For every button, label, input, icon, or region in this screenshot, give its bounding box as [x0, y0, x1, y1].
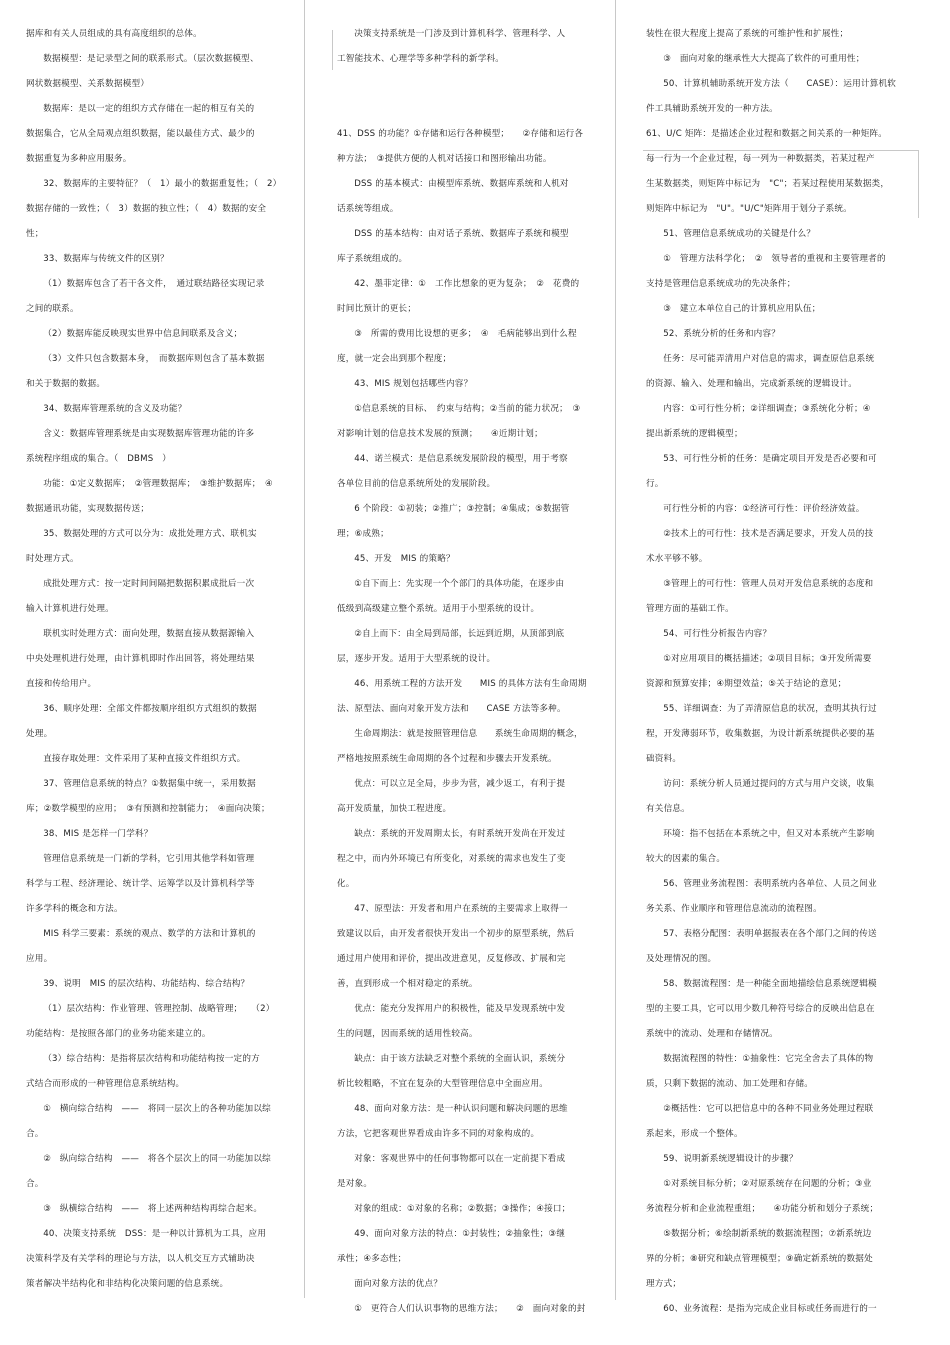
text-line: 库；②数学模型的应用； ③有预测和控制能力； ④面向决策；	[26, 804, 270, 814]
text-line: 成批处理方式：按一定时间间隔把数据积累成批后一次	[43, 579, 255, 589]
text-column-left	[26, 22, 302, 1322]
text-line: 中央处理机进行处理，由计算机即时作出回答，将处理结果	[26, 654, 255, 664]
text-line: 直接和传给用户。	[26, 679, 97, 689]
text-line: ①信息系统的目标、 约束与结构；②当前的能力状况； ③	[354, 404, 581, 414]
text-line: 处理。	[26, 729, 53, 739]
text-line: 内容：①可行性分析；②详细调查；③系统化分析；④	[663, 404, 871, 414]
text-line: ③ 所需的费用比设想的更多； ④ 毛病能够出到什么程	[354, 329, 577, 339]
text-line: 决策科学及有关学科的理论与方法，以人机交互方式辅助决	[26, 1254, 255, 1264]
text-line: 50、计算机辅助系统开发方法（ CASE）：运用计算机软	[663, 79, 897, 89]
text-line: 46、用系统工程的方法开发 MIS 的具体方法有生命周期	[354, 679, 587, 689]
text-line: 访问：系统分析人员通过提问的方式与用户交谈，收集	[663, 779, 875, 789]
text-line: ①对系统目标分析；②对原系统存在问题的分析；③业	[663, 1179, 872, 1189]
text-line: 对象：客观世界中的任何事物都可以在一定前提下看成	[354, 1154, 566, 1164]
text-line: 37、管理信息系统的特点？①数据集中统一，采用数据	[43, 779, 256, 789]
text-line: 性；	[26, 229, 44, 239]
text-line: 环境：指不包括在本系统之中，但又对本系统产生影响	[663, 829, 875, 839]
text-line: 务关系、作业顺序和管理信息流动的流程图。	[646, 904, 822, 914]
text-column-right	[646, 22, 924, 1322]
text-line: 数据集合，它从全局观点组织数据，能以最佳方式、最少的	[26, 129, 255, 139]
text-line: （3）综合结构：是指将层次结构和功能结构按一定的方	[43, 1054, 260, 1064]
text-line: 数据库：是以一定的组织方式存储在一起的相互有关的	[43, 104, 255, 114]
text-line: 49、面向对象方法的特点：①封装性；②抽象性；③继	[354, 1229, 566, 1239]
text-line: 40、决策支持系统 DSS：是一种以计算机为工具，应用	[43, 1229, 267, 1239]
text-line: 种方法； ③提供方便的人机对话接口和图形输出功能。	[337, 154, 552, 164]
text-line: 36、顺序处理：全部文件都按顺序组织方式组织的数据	[43, 704, 257, 714]
text-line: 42、墨菲定律：① 工作比想象的更为复杂； ② 花费的	[354, 279, 580, 289]
text-line: 48、面向对象方法：是一种认识问题和解决问题的思维	[354, 1104, 568, 1114]
text-line: 数据通讯功能，实现数据传送；	[26, 504, 150, 514]
text-line	[337, 72, 613, 97]
text-line: 有关信息。	[646, 804, 690, 814]
text-line: 51、管理信息系统成功的关键是什么？	[663, 229, 816, 239]
text-line: 致建议以后，由开发者很快开发出一个初步的原型系统，然后	[337, 929, 575, 939]
text-line: 据库和有关人员组成的具有高度组织的总体。	[26, 29, 202, 39]
text-line: ③ 建立本单位自己的计算机应用队伍；	[663, 304, 821, 314]
text-line: 60、业务流程：是指为完成企业目标或任务而进行的一	[663, 1304, 877, 1314]
text-line: 工智能技术、心理学等多种学科的新学科。	[337, 54, 505, 64]
text-line: 32、数据库的主要特征？（ 1）最小的数据重复性；（ 2）	[43, 179, 282, 189]
text-line: 通过用户使用和评价，提出改进意见，反复修改、扩展和完	[337, 954, 566, 964]
text-line: 58、数据流程图：是一种能全面地描绘信息系统逻辑模	[663, 979, 877, 989]
text-line: 生的问题，因而系统的适用性较高。	[337, 1029, 478, 1039]
text-line: 优点：能充分发挥用户的积极性，能及早发现系统中发	[354, 1004, 566, 1014]
text-line: 47、原型法：开发者和用户在系统的主要需求上取得一	[354, 904, 568, 914]
text-line: 析比较粗略，不宜在复杂的大型管理信息中全面应用。	[337, 1079, 549, 1089]
text-line: 输入计算机进行处理。	[26, 604, 114, 614]
text-line: 及处理情况的图。	[646, 954, 717, 964]
text-line: 43、MIS 规划包括哪些内容？	[354, 379, 473, 389]
text-line: 生命周期法：就是按照管理信息 系统生命周期的概念，	[354, 729, 583, 739]
text-line: 52、系统分析的任务和内容？	[663, 329, 781, 339]
text-line: ③ 面向对象的继承性大大提高了软件的可重用性；	[663, 54, 865, 64]
text-line: 式结合而形成的一种管理信息系统结构。	[26, 1079, 185, 1089]
text-line: 科学与工程、经济理论、统计学、运筹学以及计算机科学等	[26, 879, 255, 889]
text-line: 支持是管理信息系统成功的先决条件；	[646, 279, 796, 289]
text-line: 功能：①定义数据库； ②管理数据库； ③维护数据库； ④	[43, 479, 273, 489]
text-line: 话系统等组成。	[337, 204, 399, 214]
text-line: 善，直到形成一个相对稳定的系统。	[337, 979, 478, 989]
text-line: 度，就一定会出到那个程度；	[337, 354, 452, 364]
text-line: 33、数据库与传统文件的区别？	[43, 254, 169, 264]
text-line: 层，逐步开发。适用于大型系统的设计。	[337, 654, 496, 664]
text-line: ①对应用项目的概括描述；②项目目标；③开发所需要	[663, 654, 872, 664]
text-line: 和关于数据的数据。	[26, 379, 106, 389]
text-line: ⑤数据分析；⑥绘制新系统的数据流程图；⑦新系统边	[663, 1229, 872, 1239]
text-line: 优点：可以立足全局，步步为营，减少返工，有利于提	[354, 779, 566, 789]
text-line: 35、数据处理的方式可以分为：成批处理方式、联机实	[43, 529, 257, 539]
text-line: 理；⑥成熟；	[337, 529, 389, 539]
text-line: 管理信息系统是一门新的学科，它引用其他学科如管理	[43, 854, 255, 864]
text-line: 的资源、输入、处理和输出，完成新系统的逻辑设计。	[646, 379, 858, 389]
text-line: 系统中的流动、处理和存储情况。	[646, 1029, 778, 1039]
text-line: 型的主要工具，它可以用少数几种符号综合的反映出信息在	[646, 1004, 875, 1014]
text-line: ②自上而下：由全局到局部，长远到近期，从顶部到底	[354, 629, 565, 639]
text-line: 理方式；	[646, 1279, 682, 1289]
text-line: 38、MIS 是怎样一门学科？	[43, 829, 153, 839]
text-line: 提出新系统的逻辑模型；	[646, 429, 743, 439]
text-line: 网状数据模型、关系数据模型）	[26, 79, 150, 89]
text-line: 54、可行性分析报告内容？	[663, 629, 772, 639]
text-line: 承性；④多态性；	[337, 1254, 407, 1264]
column-divider-left	[304, 0, 305, 1298]
text-line: ② 纵向综合结构 —— 将各个层次上的同一功能加以综	[43, 1154, 271, 1164]
text-line: 管理方面的基础工作。	[646, 604, 734, 614]
text-line: 合。	[26, 1129, 44, 1139]
text-line: 系统程序组成的集合。（ DBMS ）	[26, 454, 171, 464]
text-line: ①自下而上：先实现一个个部门的具体功能，在逐步由	[354, 579, 565, 589]
text-line: ②概括性：它可以把信息中的各种不同业务处理过程联	[663, 1104, 874, 1114]
text-line: ②技术上的可行性：技术是否满足要求，开发人员的技	[663, 529, 874, 539]
text-line: 41、DSS 的功能？①存储和运行各种模型； ②存储和运行各	[337, 129, 584, 139]
text-line: 许多学科的概念和方法。	[26, 904, 123, 914]
column-divider-left-upper	[332, 30, 333, 70]
text-line: 数据流程图的特性：①抽象性：它完全舍去了具体的物	[663, 1054, 874, 1064]
text-line: 每一行为一个企业过程，每一列为一种数据类，若某过程产	[646, 154, 875, 164]
text-line: 联机实时处理方式：面向处理，数据直接从数据源输入	[43, 629, 255, 639]
text-line: 缺点：系统的开发周期太长，有时系统开发尚在开发过	[354, 829, 566, 839]
text-line: 面向对象方法的优点？	[354, 1279, 443, 1289]
text-line: DSS 的基本模式：由模型库系统、数据库系统和人机对	[354, 179, 569, 189]
text-line: 39、说明 MIS 的层次结构、功能结构、综合结构？	[43, 979, 250, 989]
text-line: 对影响计划的信息技术发展的预测； ④近期计划；	[337, 429, 543, 439]
text-line: 53、可行性分析的任务：是确定项目开发是否必要和可	[663, 454, 877, 464]
text-line: 程，开发薄弱环节，收集数据，为设计新系统提供必要的基	[646, 729, 875, 739]
text-line: 59、说明新系统逻辑设计的步骤？	[663, 1154, 798, 1164]
text-line: 系起来，形成一个整体。	[646, 1129, 743, 1139]
text-line: DSS 的基本结构：由对话子系统、数据库子系统和模型	[354, 229, 569, 239]
text-line: 可行性分析的内容：①经济可行性：评价经济效益。	[663, 504, 865, 514]
text-line: 决策支持系统是一门涉及到计算机科学、管理科学、人	[354, 29, 566, 39]
text-line: 础资料。	[646, 754, 682, 764]
text-line: （1）层次结构：作业管理、管理控制、战略管理； （2）	[43, 1004, 275, 1014]
text-line: 功能结构：是按照各部门的业务功能来建立的。	[26, 1029, 211, 1039]
text-line: 资源和预算安排；④期望效益；⑤关于结论的意见；	[646, 679, 847, 689]
text-line: 数据模型：是记录型之间的联系形式。（层次数据模型、	[43, 54, 259, 64]
text-line: 对象的组成：①对象的名称；②数据；③操作；④接口；	[354, 1204, 571, 1214]
text-line: 较大的因素的集合。	[646, 854, 726, 864]
text-line: 45、开发 MIS 的策略？	[354, 554, 455, 564]
text-line: 时处理方式。	[26, 554, 79, 564]
column-divider-right	[615, 0, 616, 1300]
text-line: 之间的联系。	[26, 304, 79, 314]
text-line: MIS 科学三要素：系统的观点、数学的方法和计算机的	[43, 929, 256, 939]
text-line: 法、原型法、面向对象开发方法和 CASE 方法等多种。	[337, 704, 566, 714]
text-line: 缺点：由于该方法缺乏对整个系统的全面认识，系统分	[354, 1054, 566, 1064]
text-line: ① 横向综合结构 —— 将同一层次上的各种功能加以综	[43, 1104, 271, 1114]
text-line: 生某数据类，则矩阵中标记为 "C"；若某过程使用某数据类，	[646, 179, 890, 189]
text-line: ③管理上的可行性：管理人员对开发信息系统的态度和	[663, 579, 874, 589]
text-line: 34、数据库管理系统的含义及功能？	[43, 404, 187, 414]
text-line: 化。	[337, 879, 355, 889]
text-line: 任务：尽可能弄清用户对信息的需求，调查原信息系统	[663, 354, 875, 364]
text-line: 各单位目前的信息系统所处的发展阶段。	[337, 479, 496, 489]
text-line: 数据重复为多种应用服务。	[26, 154, 132, 164]
text-line: 应用。	[26, 954, 53, 964]
text-line: 数据存储的一致性；（ 3）数据的独立性；（ 4）数据的安全	[26, 204, 267, 214]
text-line: ① 更符合人们认识事物的思维方法； ② 面向对象的封	[354, 1304, 586, 1314]
text-line: 含义：数据库管理系统是由实现数据库管理功能的许多	[43, 429, 255, 439]
text-line: 界的分析；⑧研究和缺点管理模型；⑨确定新系统的数据处	[646, 1254, 873, 1264]
text-line: 高开发质量，加快工程进度。	[337, 804, 452, 814]
text-line: 则矩阵中标记为 "U"。"U/C"矩阵用于划分子系统。	[646, 204, 852, 214]
text-line: ③ 纵横综合结构 —— 将上述两种结构再综合起来。	[43, 1204, 263, 1214]
text-line: 61、U/C 矩阵：是描述企业过程和数据之间关系的一种矩阵。	[646, 129, 888, 139]
text-line: 行。	[646, 479, 664, 489]
text-line: 低级到高级建立整个系统。适用于小型系统的设计。	[337, 604, 540, 614]
text-line: 时间比预计的更长；	[337, 304, 417, 314]
text-line: （3）文件只包含数据本身， 而数据库则包含了基本数据	[43, 354, 265, 364]
text-line: 是对象。	[337, 1179, 373, 1189]
text-line: 6 个阶段：①初装；②推广；③控制；④集成；⑤数据管	[354, 504, 570, 514]
text-line: 装性在很大程度上提高了系统的可维护性和扩展性；	[646, 29, 849, 39]
text-line: （1）数据库包含了若干各文件， 通过联结路径实现记录	[43, 279, 265, 289]
text-line: 55、详细调查：为了弄清原信息的状况，查明其执行过	[663, 704, 877, 714]
text-line: 库子系统组成的。	[337, 254, 408, 264]
text-line: 56、管理业务流程图：表明系统内各单位、人员之间业	[663, 879, 877, 889]
text-line: 术水平够不够。	[646, 554, 708, 564]
text-column-middle	[337, 22, 613, 1322]
text-line	[337, 97, 613, 122]
text-line: 策者解决半结构化和非结构化决策问题的信息系统。	[26, 1279, 229, 1289]
text-line: （2）数据库能反映现实世界中信息间联系及含义；	[43, 329, 243, 339]
text-line: 合。	[26, 1179, 44, 1189]
text-line: 严格地按照系统生命周期的各个过程和步骤去开发系统。	[337, 754, 557, 764]
text-line: 直接存取处理：文件采用了某种直接文件组织方式。	[43, 754, 246, 764]
text-line: 方法，它把客观世界看成由许多不同的对象构成的。	[337, 1129, 540, 1139]
text-line: ① 管理方法科学化； ② 领导者的重视和主要管理者的	[663, 254, 886, 264]
text-line: 质，只剩下数据的流动、加工处理和存储。	[646, 1079, 814, 1089]
text-line: 44、诺兰模式：是信息系统发展阶段的模型，用于考察	[354, 454, 568, 464]
text-line: 务流程分析和企业流程重组； ④功能分析和划分子系统；	[646, 1204, 879, 1214]
text-line: 程之中，而内外环境已有所变化，对系统的需求也发生了变	[337, 854, 566, 864]
text-line: 件工具辅助系统开发的一种方法。	[646, 104, 778, 114]
text-line: 57、表格分配图：表明单据报表在各个部门之间的传送	[663, 929, 877, 939]
